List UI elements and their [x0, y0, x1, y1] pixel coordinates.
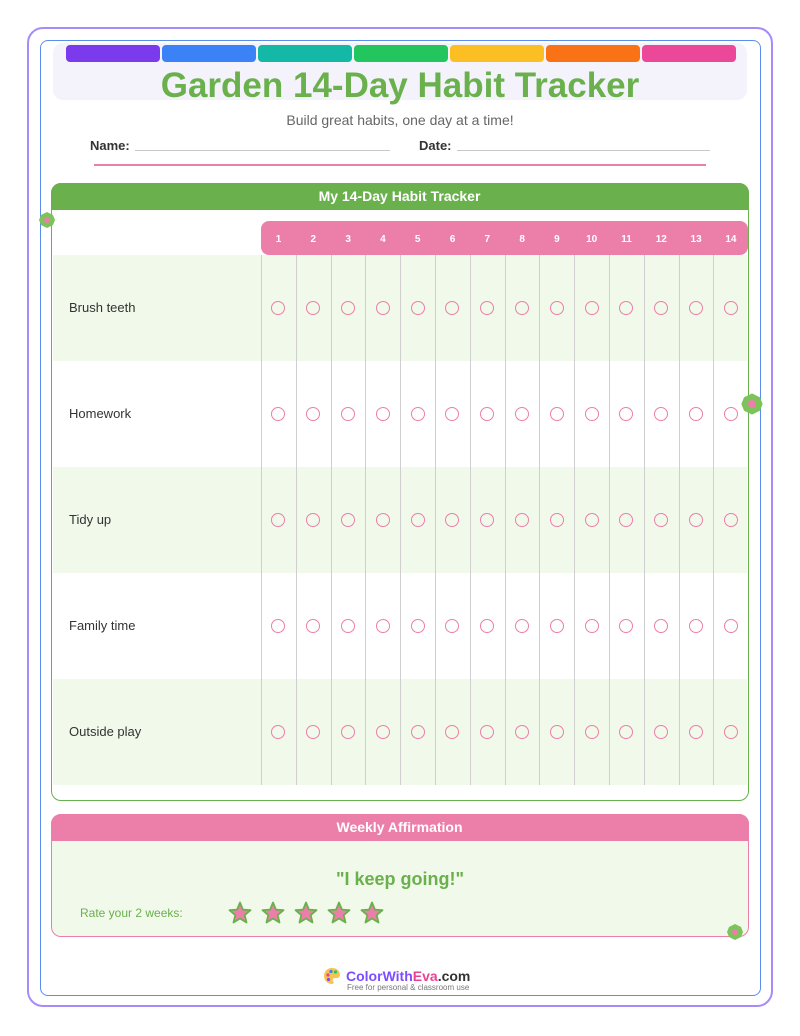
- habit-checkbox[interactable]: [724, 725, 738, 739]
- habit-checkbox[interactable]: [341, 725, 355, 739]
- habit-checkbox[interactable]: [376, 725, 390, 739]
- habit-checkbox[interactable]: [585, 619, 599, 633]
- habit-checkbox[interactable]: [689, 513, 703, 527]
- brand-color: Color: [346, 968, 383, 984]
- habit-label: Brush teeth: [69, 300, 136, 315]
- rating-star-icon[interactable]: [327, 901, 351, 925]
- habit-checkbox[interactable]: [515, 513, 529, 527]
- habit-checkbox[interactable]: [411, 513, 425, 527]
- day-number: 14: [725, 234, 737, 245]
- habit-label: Outside play: [69, 724, 142, 739]
- day-number: 1: [275, 234, 282, 245]
- habit-checkbox[interactable]: [724, 619, 738, 633]
- habit-checkbox[interactable]: [411, 725, 425, 739]
- habit-checkbox[interactable]: [515, 301, 529, 315]
- flower-icon: [726, 923, 744, 941]
- habit-checkbox[interactable]: [341, 619, 355, 633]
- day-number: 9: [554, 234, 560, 245]
- rainbow-segment: [354, 45, 448, 62]
- rainbow-segment: [450, 45, 544, 62]
- date-label: Date:: [419, 138, 452, 153]
- tracker-header: My 14-Day Habit Tracker: [51, 183, 749, 210]
- column-divider: [644, 255, 645, 785]
- habit-checkbox[interactable]: [689, 301, 703, 315]
- day-number: 3: [345, 234, 351, 245]
- habit-checkbox[interactable]: [515, 407, 529, 421]
- flower-icon: [740, 392, 764, 416]
- habit-checkbox[interactable]: [689, 407, 703, 421]
- rainbow-segment: [162, 45, 256, 62]
- name-field[interactable]: [135, 150, 390, 151]
- rate-label: Rate your 2 weeks:: [80, 906, 183, 920]
- habit-checkbox[interactable]: [550, 513, 564, 527]
- habit-label: Homework: [69, 406, 132, 421]
- brand-domain: .com: [437, 968, 471, 984]
- column-divider: [261, 255, 262, 785]
- date-field[interactable]: [457, 150, 710, 151]
- page-title: Garden 14-Day Habit Tracker: [160, 66, 640, 105]
- habit-checkbox[interactable]: [689, 725, 703, 739]
- column-divider: [713, 255, 714, 785]
- day-number: 13: [690, 234, 702, 245]
- rating-star-icon[interactable]: [261, 901, 285, 925]
- column-divider: [505, 255, 506, 785]
- affirmation-quote: "I keep going!": [335, 869, 465, 889]
- footer-brand[interactable]: [346, 968, 470, 984]
- page-subtitle: Build great habits, one day at a time!: [286, 112, 514, 128]
- habit-checkbox[interactable]: [376, 513, 390, 527]
- day-number: 4: [380, 234, 386, 245]
- habit-checkbox[interactable]: [341, 301, 355, 315]
- day-number: 8: [519, 234, 525, 245]
- habit-checkbox[interactable]: [550, 301, 564, 315]
- habit-checkbox[interactable]: [585, 513, 599, 527]
- habit-checkbox[interactable]: [585, 301, 599, 315]
- habit-checkbox[interactable]: [376, 619, 390, 633]
- habit-checkbox[interactable]: [411, 619, 425, 633]
- rainbow-strip: [66, 45, 736, 62]
- habit-checkbox[interactable]: [724, 513, 738, 527]
- habit-checkbox[interactable]: [550, 725, 564, 739]
- column-divider: [400, 255, 401, 785]
- day-number: 2: [310, 234, 317, 245]
- habit-checkbox[interactable]: [411, 301, 425, 315]
- column-divider: [470, 255, 471, 785]
- brand-with: With: [382, 968, 413, 984]
- day-number: 5: [414, 234, 421, 245]
- column-divider: [296, 255, 297, 785]
- palette-icon: [322, 966, 342, 986]
- rating-star-icon[interactable]: [228, 901, 252, 925]
- column-divider: [679, 255, 680, 785]
- name-label: Name:: [90, 138, 130, 153]
- rating-star-icon[interactable]: [360, 901, 384, 925]
- column-divider: [609, 255, 610, 785]
- column-divider: [435, 255, 436, 785]
- header-divider: [94, 164, 706, 166]
- day-number: 11: [621, 234, 632, 245]
- rainbow-segment: [546, 45, 640, 62]
- column-divider: [331, 255, 332, 785]
- habit-checkbox[interactable]: [376, 301, 390, 315]
- day-number: 6: [449, 234, 456, 245]
- habit-checkbox[interactable]: [550, 619, 564, 633]
- brand-eva: Eva: [412, 968, 438, 984]
- habit-checkbox[interactable]: [341, 513, 355, 527]
- rating-star-icon[interactable]: [294, 901, 318, 925]
- affirmation-header: Weekly Affirmation: [51, 814, 749, 841]
- habit-checkbox[interactable]: [376, 407, 390, 421]
- rainbow-segment: [258, 45, 352, 62]
- habit-checkbox[interactable]: [724, 407, 738, 421]
- habit-checkbox[interactable]: [585, 407, 599, 421]
- habit-checkbox[interactable]: [585, 725, 599, 739]
- habit-checkbox[interactable]: [689, 619, 703, 633]
- habit-checkbox[interactable]: [515, 725, 529, 739]
- flower-icon: [38, 211, 56, 229]
- habit-checkbox[interactable]: [724, 301, 738, 315]
- habit-checkbox[interactable]: [515, 619, 529, 633]
- footer-note: Free for personal & classroom use: [347, 983, 470, 992]
- column-divider: [539, 255, 540, 785]
- column-divider: [574, 255, 575, 785]
- day-number: 7: [484, 234, 491, 245]
- habit-label: Family time: [69, 618, 136, 633]
- day-number: 10: [586, 234, 598, 245]
- habit-checkbox[interactable]: [411, 407, 425, 421]
- column-divider: [365, 255, 366, 785]
- rainbow-segment: [66, 45, 160, 62]
- day-number: 12: [655, 234, 667, 245]
- habit-checkbox[interactable]: [341, 407, 355, 421]
- habit-checkbox[interactable]: [550, 407, 564, 421]
- rainbow-segment: [642, 45, 736, 62]
- habit-label: Tidy up: [69, 512, 112, 527]
